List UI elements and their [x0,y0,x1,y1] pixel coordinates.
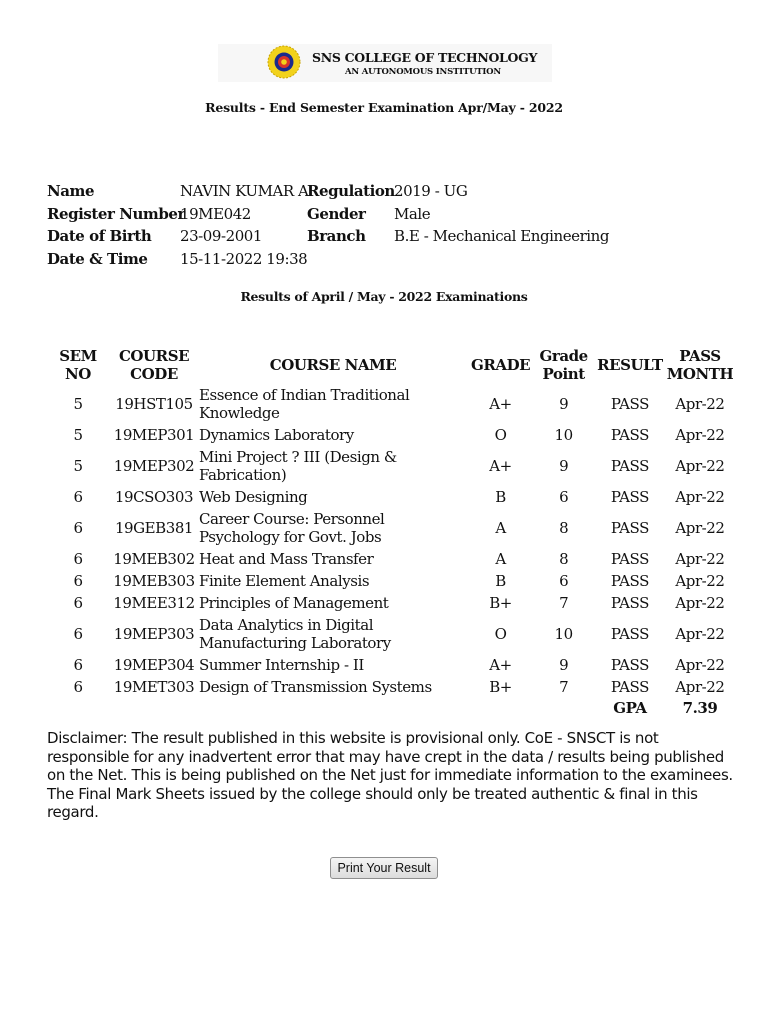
course-name-cell: Web Designing [199,488,308,506]
header-sem-no: SEM NO [59,347,97,383]
grade-cell: B+ [489,594,512,612]
course-name-cell: Principles of Management [199,594,389,612]
header-grade-point: Grade Point [539,347,588,383]
code-cell: 19MEP302 [113,457,195,475]
gpa-label: GPA [613,699,647,717]
register-number-label: Register Number [47,204,185,223]
result-cell: PASS [610,656,649,674]
table-header-row [45,346,735,384]
table-row [45,570,735,592]
sem-cell: 6 [73,594,83,612]
grade-cell: O [494,625,507,643]
gpa-spacer [45,698,595,719]
gender-label: Gender [307,204,366,223]
header-result: RESULT [597,356,663,374]
course-name-cell: Summer Internship - II [199,656,364,674]
code-cell: 19MEP301 [113,426,195,444]
pass-month-cell: Apr-22 [675,625,725,643]
course-name-cell: Mini Project ? III (Design & Fabrication) [199,448,397,484]
datetime-label: Date & Time [47,249,148,268]
header-grade: GRADE [471,356,531,374]
table-row [45,384,735,424]
print-result-button[interactable]: Print Your Result [330,857,438,879]
grade-point-cell: 7 [559,594,569,612]
table-body [45,384,735,719]
info-row [47,248,609,271]
pass-month-cell: Apr-22 [675,572,725,590]
grade-cell: B+ [489,678,512,696]
info-row [47,225,609,248]
table-row [45,676,735,698]
regulation-label: Regulation [307,182,395,200]
grade-cell: A [495,519,506,537]
pass-month-cell: Apr-22 [675,395,725,413]
pass-month-cell: Apr-22 [675,457,725,475]
college-subtitle: AN AUTONOMOUS INSTITUTION [345,67,501,77]
grade-point-cell: 7 [559,678,569,696]
sem-cell: 5 [73,426,83,444]
code-cell: 19MEB303 [113,572,195,590]
sem-cell: 5 [73,395,83,413]
grade-cell: B [495,488,506,506]
sem-cell: 6 [73,519,83,537]
header-pass-month: PASS MONTH [666,347,734,383]
code-cell: 19MEP303 [113,625,195,643]
course-name-cell: Finite Element Analysis [199,572,370,590]
name-label: Name [47,182,95,200]
grade-cell: O [494,426,507,444]
college-emblem-icon [267,45,301,79]
grade-cell: A [495,550,506,568]
register-number-value: 19ME042 [180,204,251,223]
gpa-value: 7.39 [682,699,718,717]
sem-cell: 6 [73,550,83,568]
course-name-cell: Heat and Mass Transfer [199,550,374,568]
result-cell: PASS [610,550,649,568]
code-cell: 19MET303 [113,678,195,696]
results-table [45,346,735,719]
sem-cell: 6 [73,678,83,696]
code-cell: 19CSO303 [114,488,194,506]
course-name-cell: Dynamics Laboratory [199,426,354,444]
table-row [45,654,735,676]
sem-cell: 6 [73,488,83,506]
grade-cell: A+ [489,457,512,475]
pass-month-cell: Apr-22 [675,426,725,444]
pass-month-cell: Apr-22 [675,594,725,612]
info-row [47,180,609,203]
name-value: NAVIN KUMAR A [180,182,309,200]
code-cell: 19MEP304 [113,656,195,674]
pass-month-cell: Apr-22 [675,488,725,506]
table-row [45,592,735,614]
pass-month-cell: Apr-22 [675,519,725,537]
gender-value: Male [394,204,431,223]
table-row [45,548,735,570]
result-cell: PASS [610,395,649,413]
pass-month-cell: Apr-22 [675,550,725,568]
grade-point-cell: 6 [559,488,569,506]
table-row [45,446,735,486]
exam-title: Results - End Semester Examination Apr/May - 2022 [205,100,563,115]
result-cell: PASS [610,625,649,643]
grade-cell: A+ [489,656,512,674]
pass-month-cell: Apr-22 [675,678,725,696]
table-row [45,486,735,508]
table-row [45,508,735,548]
dob-label: Date of Birth [47,227,152,245]
result-cell: PASS [610,519,649,537]
branch-label: Branch [307,227,366,245]
result-cell: PASS [610,457,649,475]
grade-cell: B [495,572,506,590]
course-name-cell: Data Analytics in Digital Manufacturing Laboratory [199,616,391,652]
result-cell: PASS [610,488,649,506]
result-cell: PASS [610,426,649,444]
disclaimer-text: Disclaimer: The result published in this website is provisional only. CoE - SNSCT is not responsible for any inadvertent error that may have crept in the data / results being published on the Net. This is being published on the Net just for immediate information to the examinees. The Final Mark Sheets issued by the college should only be treated authentic & final in this regard. [47,729,733,821]
grade-point-cell: 9 [559,395,569,413]
sem-cell: 6 [73,572,83,590]
grade-point-cell: 10 [554,426,573,444]
dob-value: 23-09-2001 [180,227,262,245]
grade-cell: A+ [489,395,512,413]
results-title: Results of April / May - 2022 Examinations [240,289,528,304]
student-info [47,180,609,270]
sem-cell: 5 [73,457,83,475]
result-cell: PASS [610,594,649,612]
result-cell: PASS [610,678,649,696]
grade-point-cell: 9 [559,656,569,674]
sem-cell: 6 [73,625,83,643]
table-row [45,424,735,446]
sem-cell: 6 [73,656,83,674]
code-cell: 19HST105 [115,395,193,413]
info-row [47,203,609,226]
code-cell: 19MEB302 [113,550,195,568]
table-row [45,614,735,654]
code-cell: 19MEE312 [113,594,195,612]
gpa-row [45,698,735,719]
grade-point-cell: 8 [559,519,569,537]
pass-month-cell: Apr-22 [675,656,725,674]
header-course-name: COURSE NAME [269,356,397,374]
course-name-cell: Career Course: Personnel Psychology for Govt. Jobs [199,510,385,546]
course-name-cell: Essence of Indian Traditional Knowledge [199,386,410,422]
datetime-value: 15-11-2022 19:38 [180,249,308,268]
branch-value: B.E - Mechanical Engineering [394,227,610,245]
grade-point-cell: 8 [559,550,569,568]
college-name: SNS COLLEGE OF TECHNOLOGY [312,50,538,65]
regulation-value: 2019 - UG [394,182,468,200]
grade-point-cell: 9 [559,457,569,475]
code-cell: 19GEB381 [114,519,194,537]
grade-point-cell: 10 [554,625,573,643]
course-name-cell: Design of Transmission Systems [199,678,432,696]
grade-point-cell: 6 [559,572,569,590]
header-course-code: COURSE CODE [118,347,190,383]
result-cell: PASS [610,572,649,590]
